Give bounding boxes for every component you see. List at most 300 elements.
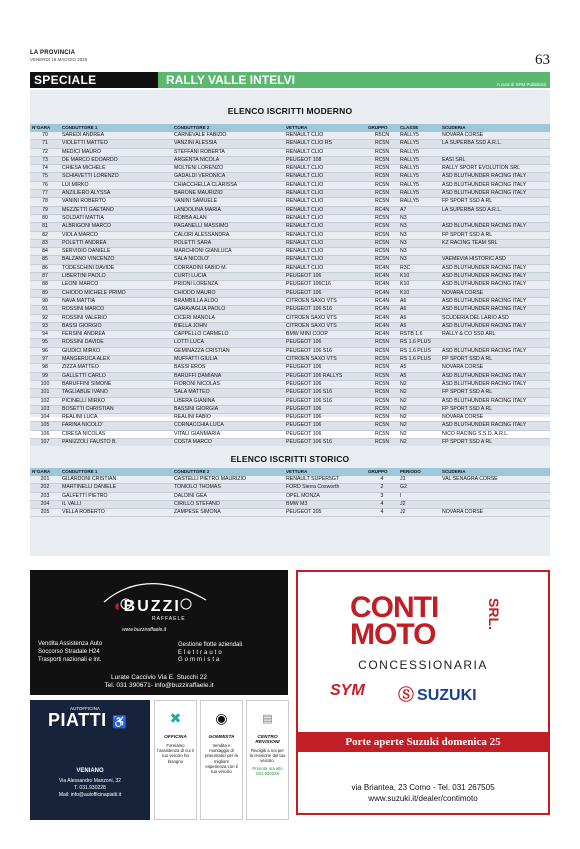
column-header: GRUPPO (366, 124, 398, 132)
table-cell: RC5N (366, 372, 398, 380)
table-cell: RENAULT CLIO RS (284, 140, 366, 148)
table-cell: 75 (30, 173, 60, 181)
table-cell: 96 (30, 347, 60, 355)
table-cell: PEUGEOT 106 S16 (284, 389, 366, 397)
table-cell: ARGENTA NICOLA (172, 156, 284, 164)
table-cell: GALLETTI CARLO (60, 372, 172, 380)
buzzi-subtitle: RAFFAELE (152, 616, 186, 622)
table-cell: RC5N (366, 148, 398, 156)
table-row (30, 430, 550, 438)
table-cell: BARUFFINI SIMONE (60, 380, 172, 388)
table-cell: LEONI MARCO (60, 281, 172, 289)
table-cell: ASD BLUTHUNDER RACING ITALY (440, 422, 550, 430)
table-row (30, 181, 550, 189)
table-cell: MARTINELLI DANIELE (60, 484, 172, 492)
table-cell: ROBBA ALAN (172, 214, 284, 222)
table-cell: 202 (30, 484, 60, 492)
table-cell: MOLTENI LORENZO (172, 165, 284, 173)
table-cell: PEUGEOT 106 (284, 339, 366, 347)
table-cell: LOTTI LUCA (172, 339, 284, 347)
table-row (30, 223, 550, 231)
table-cell: RENAULT CLIO (284, 173, 366, 181)
table-cell (440, 148, 550, 156)
table-cell: CHIESA MICHELE (60, 165, 172, 173)
table-cell: R5CN (366, 132, 398, 140)
table-cell: VITALI GIANMARIA (172, 430, 284, 438)
table-cell: 103 (30, 405, 60, 413)
table-cell: RENAULT CLIO (284, 206, 366, 214)
table-cell: LA SUPERBA SSD A.R.L. (440, 140, 550, 148)
table-cell: FP SPORT SSD A RL (440, 438, 550, 446)
table-cell: RENAULT CLIO (284, 214, 366, 222)
storico-header-row (30, 468, 550, 476)
box-booking: Prenota ora allo 031.930228 (252, 765, 283, 776)
column-header: SCUDERIA (440, 468, 550, 476)
table-cell: RC5N (366, 198, 398, 206)
table-cell: 100 (30, 380, 60, 388)
box-desc: Rivolgiti a noi per la revisione del tuo veicolo. (249, 748, 286, 764)
table-cell: RC4N (366, 289, 398, 297)
table-cell: ZAMPESE SIMONA (172, 509, 284, 517)
table-cell: RALLY5 (398, 165, 440, 173)
contimoto-tagline: CONCESSIONARIA (358, 658, 488, 672)
moderno-section (30, 90, 550, 445)
table-cell: 90 (30, 297, 60, 305)
table-cell: 204 (30, 500, 60, 508)
table-cell: RC5N (366, 422, 398, 430)
table-cell: RC5N (366, 248, 398, 256)
table-cell: GILARDONI CRISTIAN (60, 476, 172, 484)
table-cell: 92 (30, 314, 60, 322)
table-row (30, 372, 550, 380)
table-cell: PEUGEOT 106 S16 (284, 347, 366, 355)
table-cell: N3 (398, 256, 440, 264)
table-row (30, 165, 550, 173)
table-cell (440, 492, 550, 500)
table-cell: RS 1.6 PLUS (398, 339, 440, 347)
moderno-table-body (30, 132, 550, 447)
table-cell: SOLDATI MATTIA (60, 214, 172, 222)
piatti-phone: T. 031.930228 (74, 785, 106, 791)
table-cell: ASD BLUTHUNDER RACING ITALY (440, 173, 550, 181)
table-cell: CASTELLI PIETRO MAURIZIO (172, 476, 284, 484)
table-cell: 3 (366, 492, 398, 500)
column-header: VETTURA (284, 124, 366, 132)
column-header: CONDUTTORE 2 (172, 468, 284, 476)
table-cell: ZIZZA MATTEO (60, 364, 172, 372)
table-row (30, 484, 550, 492)
document-icon: ▤ (262, 712, 273, 725)
table-row (30, 405, 550, 413)
piatti-kicker: AUTOFFICINA (70, 706, 100, 711)
table-row (30, 380, 550, 388)
column-header: VETTURA (284, 468, 366, 476)
tire-icon: ◉ (215, 709, 228, 726)
table-row (30, 492, 550, 500)
table-cell: DE MARCO EDOARDO (60, 156, 172, 164)
moderno-title: ELENCO ISCRITTI MODERNO (227, 106, 353, 116)
table-cell: G2 (398, 484, 440, 492)
table-cell: RC5N (366, 140, 398, 148)
table-cell: RC5N (366, 214, 398, 222)
column-header: CONDUTTORE 1 (60, 124, 172, 132)
table-cell: RENAULT CLIO (284, 223, 366, 231)
table-row (30, 248, 550, 256)
table-cell: ANZILIERO ALYSSA (60, 190, 172, 198)
table-cell: PRIONI LORENZA (172, 281, 284, 289)
table-cell: VIOLA MARCO (60, 231, 172, 239)
table-cell: I (398, 492, 440, 500)
table-cell: CIRILLO STEFANO (172, 500, 284, 508)
service-line: Gestione flotte aziendali (178, 642, 243, 648)
table-cell: N2 (398, 430, 440, 438)
table-cell: LIBERTINI PAOLO (60, 273, 172, 281)
piatti-box-officina (154, 700, 197, 820)
section-label: SPECIALE (30, 72, 158, 88)
table-row (30, 206, 550, 214)
piatti-address-line: Via Alessandro Manzoni, 32 (59, 778, 121, 784)
service-line: Elettrauto (178, 649, 224, 656)
table-cell: BOSETTI CHRISTIAN (60, 405, 172, 413)
table-cell: RALLY5 (398, 132, 440, 140)
table-row (30, 364, 550, 372)
table-row (30, 239, 550, 247)
table-cell: PEUGEOT 106 RALLYS (284, 372, 366, 380)
table-cell: 4 (366, 500, 398, 508)
contimoto-address-line: via Briantea, 23 Como - Tel. 031 267505 (351, 783, 495, 792)
table-cell: 84 (30, 248, 60, 256)
table-cell: BRAMBILLA ALDO (172, 297, 284, 305)
table-cell: 101 (30, 389, 60, 397)
table-cell: 91 (30, 306, 60, 314)
table-cell: 98 (30, 364, 60, 372)
table-cell: 79 (30, 206, 60, 214)
table-cell: A5 (398, 364, 440, 372)
contimoto-url[interactable]: www.suzuki.it/dealer/contimoto (368, 794, 478, 803)
service-line: Soccorso Stradale H24 (38, 649, 100, 655)
table-cell: FIORONI NICOLAS (172, 380, 284, 388)
table-row (30, 306, 550, 314)
table-cell: RS 1.6 PLUS (398, 356, 440, 364)
promo-bar: Porte aperte Suzuki domenica 25 (298, 732, 548, 752)
table-row (30, 476, 550, 484)
buzzi-services-right (178, 642, 242, 665)
table-cell: CITROEN SAXO VTS (284, 356, 366, 364)
piatti-ad (30, 700, 288, 820)
table-cell: REALINI FABIO (172, 414, 284, 422)
table-row (30, 148, 550, 156)
table-cell: 72 (30, 148, 60, 156)
table-cell: 70 (30, 132, 60, 140)
sym-logo: SYM (330, 682, 365, 699)
table-cell: BIELLA JOHN (172, 322, 284, 330)
table-cell: STEFFANI ROBERTA (172, 148, 284, 156)
table-cell: PEUGEOT 106 S16 (284, 438, 366, 446)
table-row (30, 132, 550, 140)
table-cell: 73 (30, 156, 60, 164)
piatti-box-revisioni (246, 700, 289, 820)
table-row (30, 273, 550, 281)
wrench-icon: ✖ (169, 709, 182, 726)
table-cell: SCHIAVETTI LORENZO (60, 173, 172, 181)
table-cell: RC5N (366, 430, 398, 438)
newspaper-name: LA PROVINCIA (30, 50, 76, 56)
page-number: 63 (535, 52, 550, 68)
table-cell: 82 (30, 231, 60, 239)
table-cell: CARNEVALE FABIZIO (172, 132, 284, 140)
table-cell: RALLY5 (398, 181, 440, 189)
table-row (30, 331, 550, 339)
table-cell: RALLY5 (398, 190, 440, 198)
table-cell: NAVA MATTIA (60, 297, 172, 305)
table-cell: 89 (30, 289, 60, 297)
table-row (30, 289, 550, 297)
table-cell: A7 (398, 206, 440, 214)
table-cell: RALLY5 (398, 173, 440, 181)
column-header: CONDUTTORE 2 (172, 124, 284, 132)
table-cell: RC5N (366, 256, 398, 264)
table-row (30, 297, 550, 305)
table-cell: RENAULT CLIO (284, 264, 366, 272)
box-desc: Forniamo l'assistenza di cui il tuo veicolo ha bisogno (157, 743, 194, 764)
table-row (30, 356, 550, 364)
table-cell: 95 (30, 339, 60, 347)
table-cell: RC4N (366, 297, 398, 305)
table-cell: RALLY SPORT EVOLUTION SRL (440, 165, 550, 173)
table-cell: LIBERA GIANINA (172, 397, 284, 405)
table-row (30, 500, 550, 508)
table-cell: A6 (398, 314, 440, 322)
table-cell: PEUGEOT 106 (284, 364, 366, 372)
table-cell: NOVARA CORSE (440, 289, 550, 297)
issue-date: VENERDÌ 16 MAGGIO 2025 (30, 57, 88, 62)
table-cell: SCUDERIA DEL LARIO ASD (440, 314, 550, 322)
table-cell: PEUGEOT 106 (284, 414, 366, 422)
table-cell: IL VALLI (60, 500, 172, 508)
table-cell: PEUGEOT 106C16 (284, 281, 366, 289)
table-cell: SAREDI ANDREA (60, 132, 172, 140)
table-cell: RC4N (366, 206, 398, 214)
table-cell: N3 (398, 248, 440, 256)
table-cell: BASSINI GIORGIA (172, 405, 284, 413)
table-cell: RALLY5 (398, 140, 440, 148)
table-cell (440, 248, 550, 256)
table-cell: RENAULT CLIO (284, 231, 366, 239)
table-cell: VAEMEVIA HISTORIC ASD (440, 256, 550, 264)
table-cell: 106 (30, 430, 60, 438)
table-cell: RC5N (366, 165, 398, 173)
table-cell: A6 (398, 306, 440, 314)
table-row (30, 140, 550, 148)
table-cell: RC5N (366, 181, 398, 189)
table-cell: FP SPORT SSD A RL (440, 231, 550, 239)
table-row (30, 256, 550, 264)
box-title: CENTRO REVISIONI (255, 735, 280, 745)
box-title: OFFICINA (164, 735, 187, 740)
table-cell: 88 (30, 281, 60, 289)
table-cell: GARAVAGLIA PAOLO (172, 306, 284, 314)
contimoto-logo (350, 591, 439, 651)
buzzi-ad (30, 570, 288, 695)
table-cell: NOVARA CORSE (440, 509, 550, 517)
table-cell: 201 (30, 476, 60, 484)
buzzi-address (30, 674, 288, 690)
table-cell: N2 (398, 380, 440, 388)
table-cell: 80 (30, 214, 60, 222)
table-cell: PEUGEOT 106 (284, 422, 366, 430)
table-cell: LUI MIRKO (60, 181, 172, 189)
table-row (30, 414, 550, 422)
buzzi-services-left (38, 640, 102, 664)
table-cell: 4 (366, 509, 398, 517)
table-cell: NICO RACING S.S.D. A.R.L. (440, 430, 550, 438)
column-header: GRUPPO (366, 468, 398, 476)
table-cell: VANINI ROBERTO (60, 198, 172, 206)
table-cell: ASD BLUTHUNDER RACING ITALY (440, 223, 550, 231)
table-cell (440, 484, 550, 492)
table-cell: RC5N (366, 223, 398, 231)
table-cell: CICERI MANOLA (172, 314, 284, 322)
table-cell: N2 (398, 414, 440, 422)
table-cell: RALLY5 (398, 148, 440, 156)
table-cell: MEZZETTI GAETANO (60, 206, 172, 214)
table-cell: PICINELLI MIRKO (60, 397, 172, 405)
table-cell: NOVARA CORSE (440, 414, 550, 422)
table-cell: 104 (30, 414, 60, 422)
column-header: N°GARA (30, 124, 60, 132)
table-cell: N3 (398, 223, 440, 231)
table-cell: RC5N (366, 414, 398, 422)
table-cell: RENAULT CLIO (284, 239, 366, 247)
table-cell: RC5N (366, 239, 398, 247)
table-cell: VAL SENAGRA CORSE (440, 476, 550, 484)
table-cell: CORNACCHIA LUCA (172, 422, 284, 430)
table-cell: NOVARA CORSE (440, 364, 550, 372)
table-cell: CHIODO MAURO (172, 289, 284, 297)
table-cell: PEUGEOT 106 (284, 405, 366, 413)
table-cell: GIUDICI MIRKO (60, 347, 172, 355)
table-row (30, 190, 550, 198)
table-cell: REALINI LUCA (60, 414, 172, 422)
table-cell: RC4N (366, 322, 398, 330)
table-cell: RENAULT CLIO (284, 132, 366, 140)
moderno-table (30, 124, 550, 447)
table-cell: J1 (398, 476, 440, 484)
suzuki-s-icon: Ⓢ (398, 687, 415, 704)
table-cell: SALA NICOLO' (172, 256, 284, 264)
table-cell: PEUGEOT 106 (284, 273, 366, 281)
table-cell: RALLY & CO SSD ARL (440, 331, 550, 339)
table-cell: EASI SRL (440, 156, 550, 164)
service-line: Gommista (178, 657, 222, 663)
service-line: Trasporti nazionali e int. (38, 657, 102, 663)
table-cell: RALLY5 (398, 156, 440, 164)
table-cell: RENAULT CLIO (284, 181, 366, 189)
table-cell: PEUGEOT 106 (284, 289, 366, 297)
table-cell: RC5N (366, 173, 398, 181)
table-cell: CITROEN SAXO VTS (284, 322, 366, 330)
table-cell: BASSI EROS (172, 364, 284, 372)
table-row (30, 422, 550, 430)
table-cell: ASD BLUTHUNDER RACING ITALY (440, 181, 550, 189)
table-cell: RC4N (366, 273, 398, 281)
table-cell: 77 (30, 190, 60, 198)
buzzi-address-line: Lurate Caccivio Via E. Stucchi 22 (111, 674, 207, 681)
table-cell: VANINI SAMUELE (172, 198, 284, 206)
table-cell (440, 214, 550, 222)
table-cell: BARONE MAURIZIO (172, 190, 284, 198)
table-cell: ASD BLUTHUNDER RACING ITALY (440, 273, 550, 281)
table-cell: ASD BLUTHUNDER RACING ITALY (440, 372, 550, 380)
table-cell: POLETTI SARA (172, 239, 284, 247)
table-cell: GEMINAZZA CRISTIAN (172, 347, 284, 355)
table-cell (440, 339, 550, 347)
table-cell: PEUGEOT 106 S16 (284, 397, 366, 405)
table-cell: RENAULT CLIO (284, 248, 366, 256)
table-cell: MEDICI MAURO (60, 148, 172, 156)
table-cell: ASD BLUTHUNDER RACING ITALY (440, 297, 550, 305)
table-cell: BARUFFI DAMIANA (172, 372, 284, 380)
table-cell: DALDINI GEA (172, 492, 284, 500)
table-row (30, 214, 550, 222)
table-cell (440, 500, 550, 508)
table-cell: FARINA NICOLO' (60, 422, 172, 430)
table-cell: ASD BLUTHUNDER RACING ITALY (440, 264, 550, 272)
table-cell: RENAULT CLIO (284, 190, 366, 198)
contimoto-ad (296, 570, 550, 815)
table-cell: CIRESA NICOLAS (60, 430, 172, 438)
contimoto-logo-line1: CONTI (350, 591, 439, 624)
banner-title-text: RALLY VALLE INTELVI (166, 73, 295, 87)
column-header: N°GARA (30, 468, 60, 476)
table-cell: CHIACCHELLA CLARISSA (172, 181, 284, 189)
table-cell: ASD BLUTHUNDER RACING ITALY (440, 322, 550, 330)
table-cell: RENAULT CLIO (284, 198, 366, 206)
table-cell: N2 (398, 389, 440, 397)
table-cell: 76 (30, 181, 60, 189)
table-cell: FORD Sierra Cosworth (284, 484, 366, 492)
banner-title (158, 72, 550, 88)
table-cell: RC5N (366, 389, 398, 397)
table-cell: BMW M3 (284, 500, 366, 508)
table-cell: 97 (30, 356, 60, 364)
buzzi-url[interactable]: www.buzziraffaele.it (122, 627, 167, 633)
table-cell: RALLY5 (398, 198, 440, 206)
table-cell: CORRADINI FABIO M. (172, 264, 284, 272)
table-cell: TODESCHINI DAVIDE (60, 264, 172, 272)
table-cell: MUFFATTI GIULIA (172, 356, 284, 364)
table-cell: N3 (398, 239, 440, 247)
service-line: Vendita Assistenza Auto (38, 641, 103, 647)
table-cell: RC5N (366, 231, 398, 239)
table-cell: VANZINI ALESSIA (172, 140, 284, 148)
column-header: CLASSE (398, 124, 440, 132)
table-cell: CALORI ALESSANDRA (172, 231, 284, 239)
table-cell: RC5N (366, 438, 398, 446)
table-cell: RC5N (366, 380, 398, 388)
contimoto-suffix: SRL. (486, 598, 502, 630)
table-row (30, 389, 550, 397)
table-cell: RC5N (366, 405, 398, 413)
table-cell: 94 (30, 331, 60, 339)
table-cell: GADALDI VERONICA (172, 173, 284, 181)
moderno-header-row (30, 124, 550, 132)
table-cell: 105 (30, 422, 60, 430)
table-cell: ROSSINI MARCO (60, 306, 172, 314)
table-cell: LANDOLINA MARIA (172, 206, 284, 214)
banner-credit: A cura di SPM Pubblicità (496, 82, 546, 87)
table-cell: 203 (30, 492, 60, 500)
